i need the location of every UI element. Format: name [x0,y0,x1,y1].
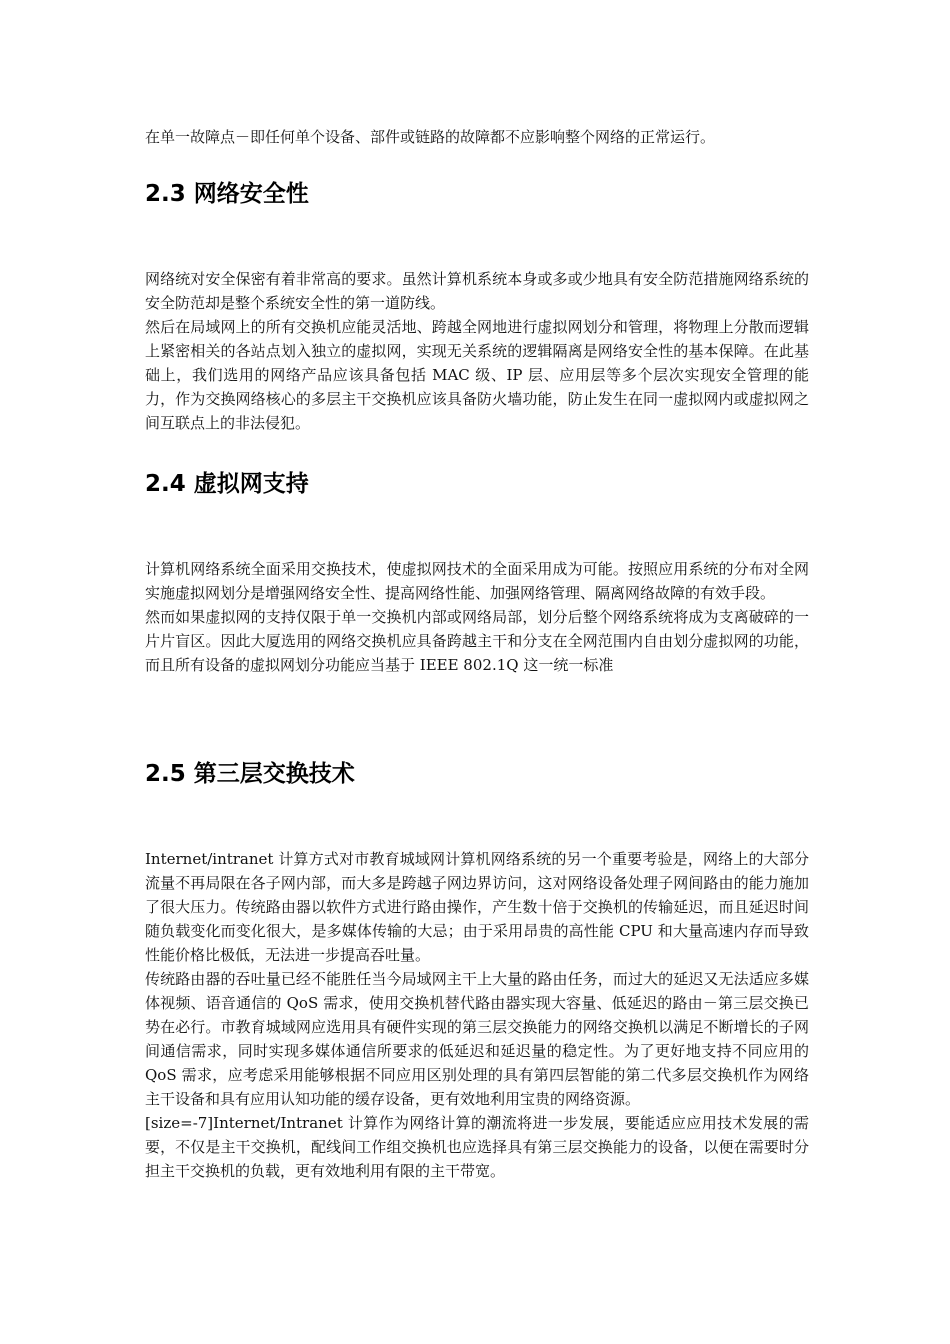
intro-paragraph: 在单一故障点－即任何单个设备、部件或链路的故障都不应影响整个网络的正常运行。 [145,128,716,146]
section-paragraph: 网络统对安全保密有着非常高的要求。虽然计算机系统本身或多或少地具有安全防范措施网络系统的安全防范却是整个系统安全性的第一道防线。 [145,270,809,312]
section-paragraph: 传统路由器的吞吐量已经不能胜任当今局域网主干上大量的路由任务，而过大的延迟又无法适应多媒体视频、语音通信的 QoS 需求，使用交换机替代路由器实现大容量、低延迟的路由－第三层交换已势在必行。市教育城域网应选用具有硬件实现的第三层交换能力的网络交换机以满足不断增长的子网间通信需求，同时实现多媒体通信所要求的低延迟和延迟量的稳定性。为了更好地支持不同应用的 QoS 需求，应考虑采用能够根据不同应用区别处理的具有第四层智能的第二代多层交换机作为网络主干设备和具有应用认知功能的缓存设备，更有效地利用宝贵的网络资源。 [145,970,809,1108]
section-heading: 2.4 虚拟网支持 [145,471,309,497]
section-paragraph: 然后在局域网上的所有交换机应能灵活地、跨越全网地进行虚拟网划分和管理，将物理上分散而逻辑上紧密相关的各站点划入独立的虚拟网，实现无关系统的逻辑隔离是网络安全性的基本保障。在此基础上，我们选用的网络产品应该具备包括 MAC 级、IP 层、应用层等多个层次实现安全管理的能力，作为交换网络核心的多层主干交换机应该具备防火墙功能，防止发生在同一虚拟网内或虚拟网之间互联点上的非法侵犯。 [145,318,809,432]
section-2-4 [145,469,809,677]
section-paragraph: 然而如果虚拟网的支持仅限于单一交换机内部或网络局部，划分后整个网络系统将成为支离破碎的一片片盲区。因此大厦选用的网络交换机应具备跨越主干和分支在全网范围内自由划分虚拟网的功能，而且所有设备的虚拟网划分功能应当基于 IEEE 802.1Q 这一统一标准 [145,608,809,674]
section-heading: 2.3 网络安全性 [145,181,309,207]
section-paragraph: Internet/intranet 计算方式对市教育城域网计算机网络系统的另一个重要考验是，网络上的大部分流量不再局限在各子网内部，而大多是跨越子网边界访问，这对网络设备处理子网间路由的能力施加了很大压力。传统路由器以软件方式进行路由操作，产生数十倍于交换机的传输延迟，而且延迟时间随负载变化而变化很大，是多媒体传输的大忌；由于采用昂贵的高性能 CPU 和大量高速内存而导致性能价格比极低，无法进一步提高吞吐量。 [145,850,809,964]
section-2-3 [145,179,809,435]
section-heading: 2.5 第三层交换技术 [145,761,355,787]
section-2-5 [145,759,809,1183]
section-paragraph: 计算机网络系统全面采用交换技术，使虚拟网技术的全面采用成为可能。按照应用系统的分布对全网实施虚拟网划分是增强网络安全性、提高网络性能、加强网络管理、隔离网络故障的有效手段。 [145,560,809,602]
section-paragraph: [size=-7]Internet/Intranet 计算作为网络计算的潮流将进一步发展，要能适应应用技术发展的需要，不仅是主干交换机，配线间工作组交换机也应选择具有第三层交换能力的设备，以便在需要时分担主干交换机的负载，更有效地利用有限的主干带宽。 [145,1114,809,1180]
